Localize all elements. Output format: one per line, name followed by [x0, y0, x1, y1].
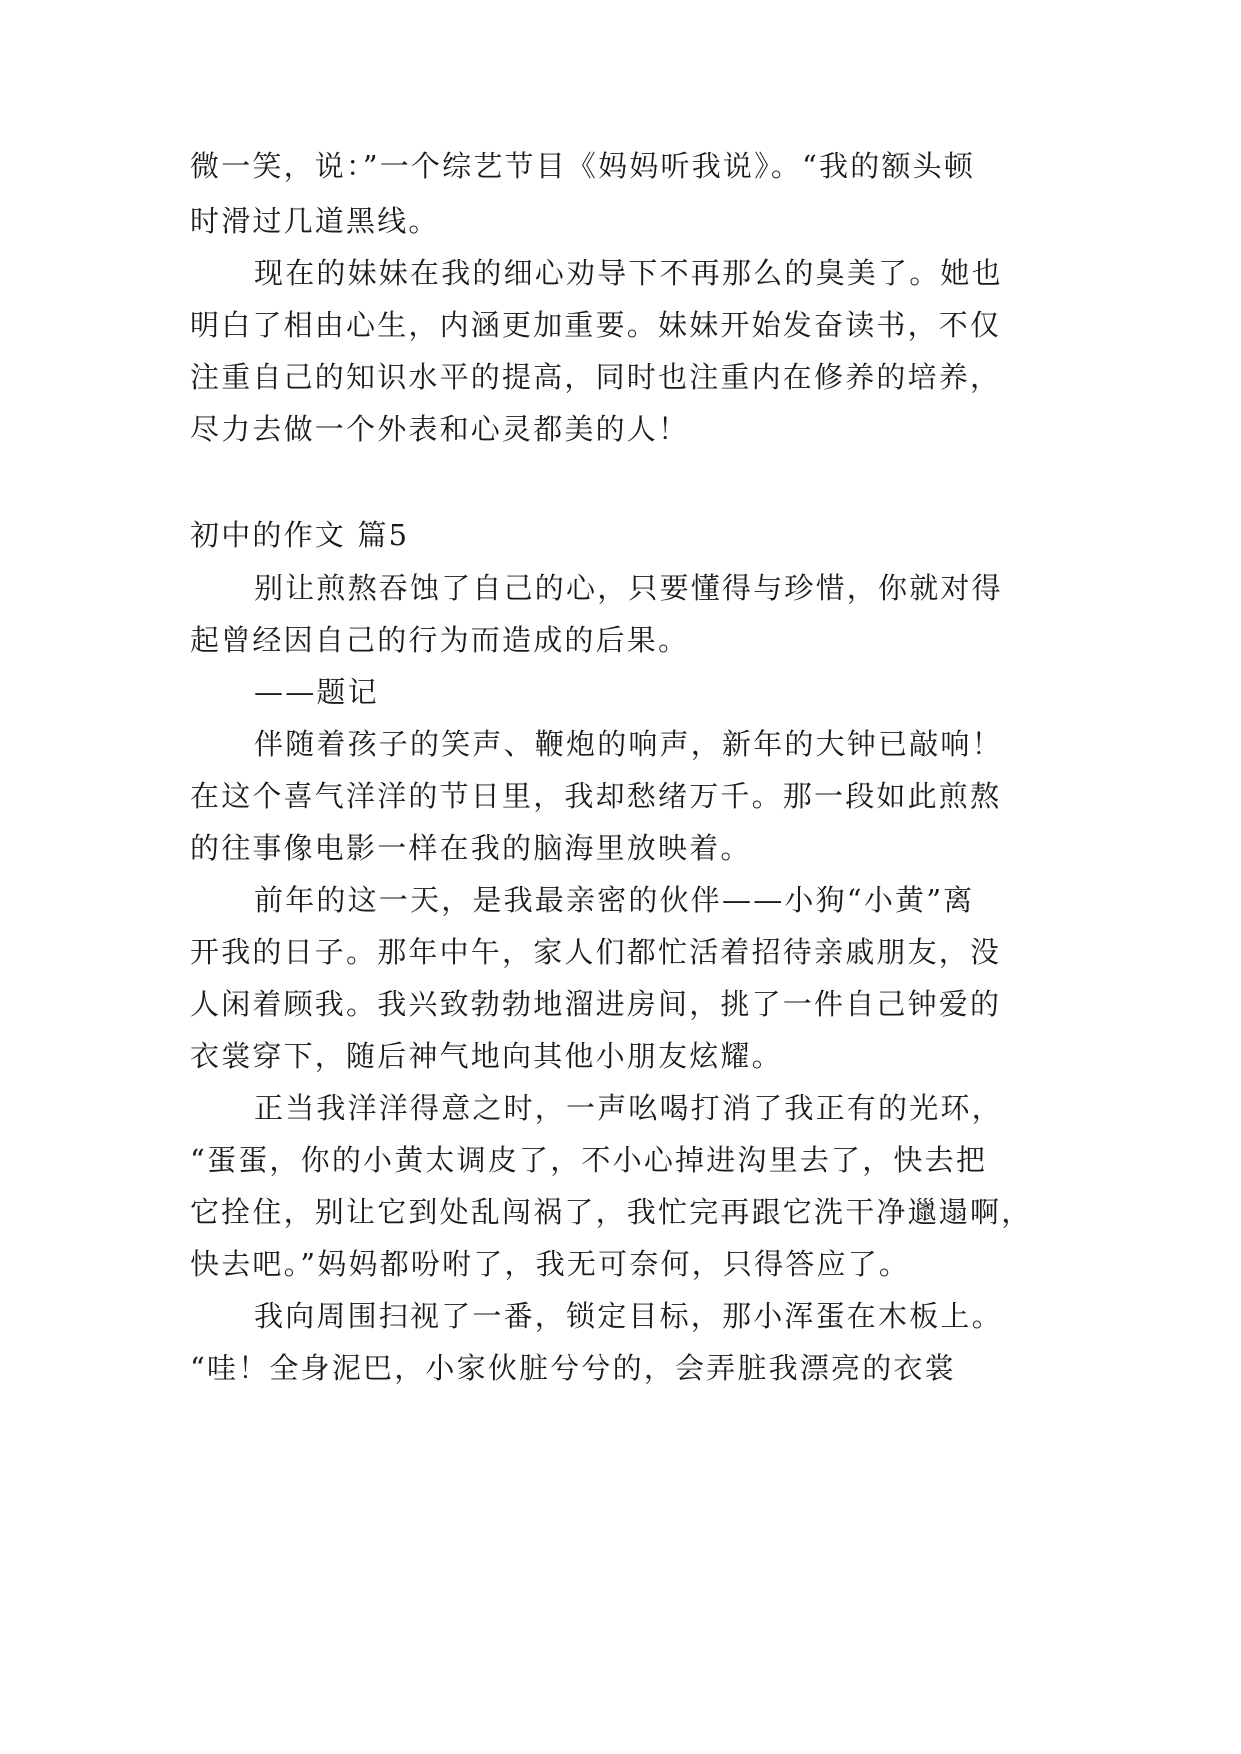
paragraph-line: 前年的这一天，是我最亲密的伙伴——小狗“小黄”离: [254, 883, 975, 917]
paragraph-line: 尽力去做一个外表和心灵都美的人！: [190, 412, 690, 446]
paragraph-line: “蛋蛋，你的小黄太调皮了，不小心掉进沟里去了，快去把: [190, 1143, 988, 1177]
paragraph-line: “哇！全身泥巴，小家伙脏兮兮的，会弄脏我漂亮的衣裳: [190, 1351, 956, 1385]
epigraph-attribution: ——题记: [254, 675, 379, 709]
paragraph-line: 正当我洋洋得意之时，一声吆喝打消了我正有的光环，: [254, 1091, 1003, 1125]
paragraph-line: 时滑过几道黑线。: [190, 204, 440, 238]
paragraph-line: 它拴住，别让它到处乱闯祸了，我忙完再跟它洗干净邋遢啊，: [190, 1195, 1033, 1229]
paragraph-line: 明白了相由心生，内涵更加重要。妹妹开始发奋读书，不仅: [190, 308, 1002, 342]
paragraph-line: 现在的妹妹在我的细心劝导下不再那么的臭美了。她也: [254, 256, 1003, 290]
paragraph-line: 开我的日子。那年中午，家人们都忙活着招待亲戚朋友，没: [190, 935, 1002, 969]
paragraph-line: 快去吧。”妈妈都吩咐了，我无可奈何，只得答应了。: [190, 1247, 911, 1281]
paragraph-line: 伴随着孩子的笑声、鞭炮的响声，新年的大钟已敲响！: [254, 727, 1003, 761]
paragraph-line: 微一笑，说：”一个综艺节目《妈妈听我说》。“我的额头顿: [190, 149, 976, 183]
paragraph-line: 我向周围扫视了一番，锁定目标，那小浑蛋在木板上。: [254, 1299, 1003, 1333]
paragraph-line: 注重自己的知识水平的提高，同时也注重内在修养的培养，: [190, 360, 1002, 394]
epigraph-line: 别让煎熬吞蚀了自己的心，只要懂得与珍惜，你就对得: [254, 571, 1003, 605]
epigraph-line: 起曾经因自己的行为而造成的后果。: [190, 623, 690, 657]
paragraph-line: 衣裳穿下，随后神气地向其他小朋友炫耀。: [190, 1039, 783, 1073]
paragraph-line: 人闲着顾我。我兴致勃勃地溜进房间，挑了一件自己钟爱的: [190, 987, 1002, 1021]
paragraph-line: 在这个喜气洋洋的节日里，我却愁绪万千。那一段如此煎熬: [190, 779, 1002, 813]
section-heading: 初中的作文 篇5: [190, 518, 410, 552]
paragraph-line: 的往事像电影一样在我的脑海里放映着。: [190, 831, 752, 865]
